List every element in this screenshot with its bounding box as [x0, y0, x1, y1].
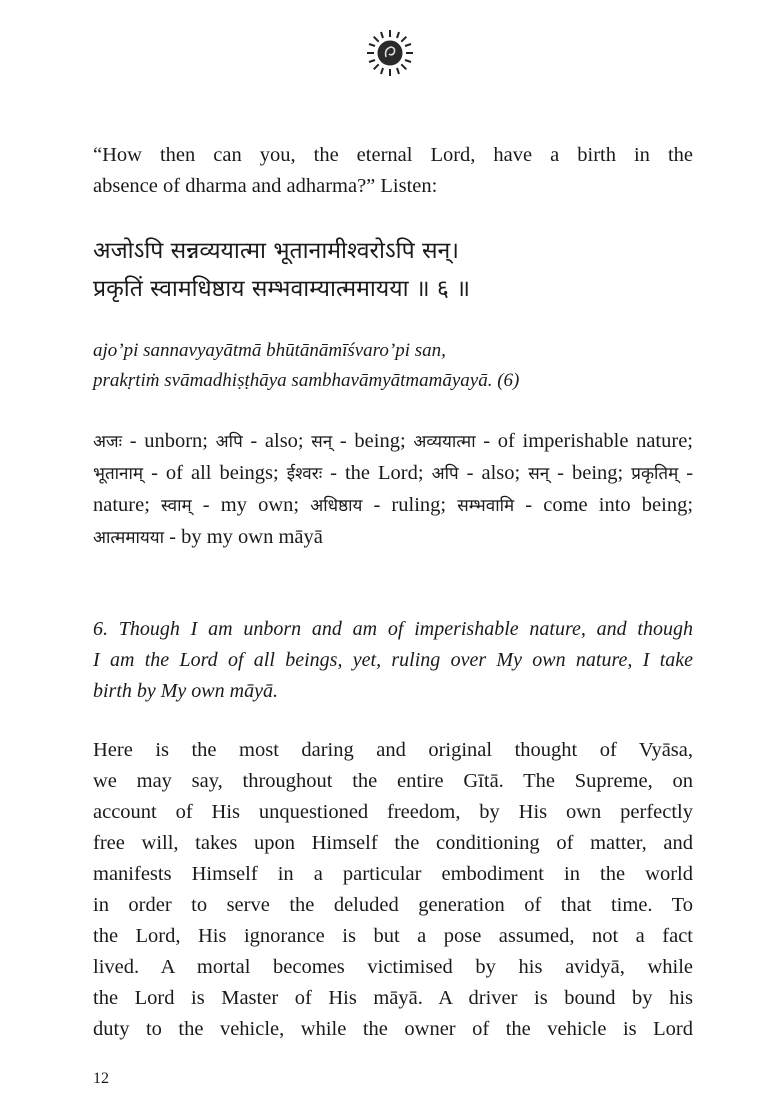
translation-line: I am the Lord of all beings, yet, ruling over My own nature, I take	[93, 649, 693, 671]
commentary-line: manifests Himself in a particular embodiment in the world	[93, 863, 693, 885]
word-sa: सन्	[528, 464, 550, 484]
word-sa: सम्भवामि	[457, 496, 515, 516]
intro-paragraph	[93, 140, 693, 202]
word-en: also;	[264, 430, 304, 452]
word-sa: प्रकृतिम्	[631, 464, 679, 484]
page-number: 12	[93, 1070, 109, 1087]
word-en: by my own māyā	[181, 526, 323, 548]
commentary-line: account of His unquestioned freedom, by His own perfectly	[93, 801, 693, 823]
sun-medallion-icon	[365, 28, 415, 78]
word-en: the Lord;	[344, 462, 424, 484]
commentary-line: lived. A mortal becomes victimised by his avidyā, while	[93, 956, 693, 978]
word-en: nature;	[93, 494, 150, 516]
word-meanings: अजः - unborn; अपि - also; सन् - being; अव्ययात्मा - of imperishable nature; भूतानाम् - of all beings; ईश्वरः - the Lord; अपि - also; सन् - being; प्रकृतिम् - nature; स्वाम् - my own; अधिष्ठाय - ruling; सम्भवामि - come into being; आत्ममायया - by my own māyā	[93, 430, 694, 548]
verse-line: अजोऽपि सन्नव्ययात्मा भूतानामीश्वरोऽपि सन्।	[93, 238, 460, 264]
word-sa: अधिष्ठाय	[310, 496, 363, 516]
commentary-line: Here is the most daring and original thought of Vyāsa,	[93, 739, 693, 761]
word-en: of all beings;	[165, 462, 279, 484]
translit-line: ajo’pi sannavyayātmā bhūtānāmīśvaro’pi san,	[93, 340, 446, 361]
word-en: my own;	[220, 494, 300, 516]
word-en: come into being;	[543, 494, 694, 516]
word-sa: अपि	[215, 432, 243, 452]
word-sa: अजः	[93, 432, 123, 452]
word-sa: ईश्वरः	[286, 464, 323, 484]
word-en: ruling;	[391, 494, 447, 516]
intro-line: absence of dharma and adharma?” Listen:	[93, 175, 438, 197]
word-en: also;	[481, 462, 521, 484]
translation-line: birth by My own māyā.	[93, 680, 278, 702]
word-en: being;	[354, 430, 406, 452]
commentary-line: duty to the vehicle, while the owner of the vehicle is Lord	[93, 1018, 693, 1040]
intro-line: “How then can you, the eternal Lord, have a birth in the	[93, 144, 693, 166]
word-en: unborn;	[144, 430, 208, 452]
verse-transliteration	[93, 336, 519, 396]
commentary-line: the Lord is Master of His māyā. A driver is bound by his	[93, 987, 693, 1009]
commentary-line: in order to serve the deluded generation of that time. To	[93, 894, 693, 916]
word-en: being;	[572, 462, 624, 484]
translation-line: 6. Though I am unborn and am of imperishable nature, and though	[93, 618, 693, 640]
word-sa: स्वाम्	[161, 496, 192, 516]
word-sa: अव्ययात्मा	[413, 432, 476, 452]
word-sa: आत्ममायया	[93, 528, 165, 548]
verse-translation	[93, 614, 693, 707]
commentary-line: free will, takes upon Himself the conditioning of matter, and	[93, 832, 693, 854]
word-sa: सन्	[311, 432, 333, 452]
commentary-line: the Lord, His ignorance is but a pose assumed, not a fact	[93, 925, 693, 947]
commentary-line: we may say, throughout the entire Gītā. The Supreme, on	[93, 770, 693, 792]
word-en: of imperishable nature;	[497, 430, 693, 452]
verse-devanagari	[93, 232, 693, 308]
word-sa: अपि	[431, 464, 459, 484]
commentary-paragraph	[93, 735, 693, 1045]
word-sa: भूतानाम्	[93, 464, 144, 484]
verse-line: प्रकृतिं स्वामधिष्ठाय सम्भवाम्यात्ममायया ॥ ६ ॥	[93, 276, 470, 302]
translit-line: prakṛtiṁ svāmadhiṣṭhāya sambhavāmyātmamāyayā. (6)	[93, 370, 520, 391]
